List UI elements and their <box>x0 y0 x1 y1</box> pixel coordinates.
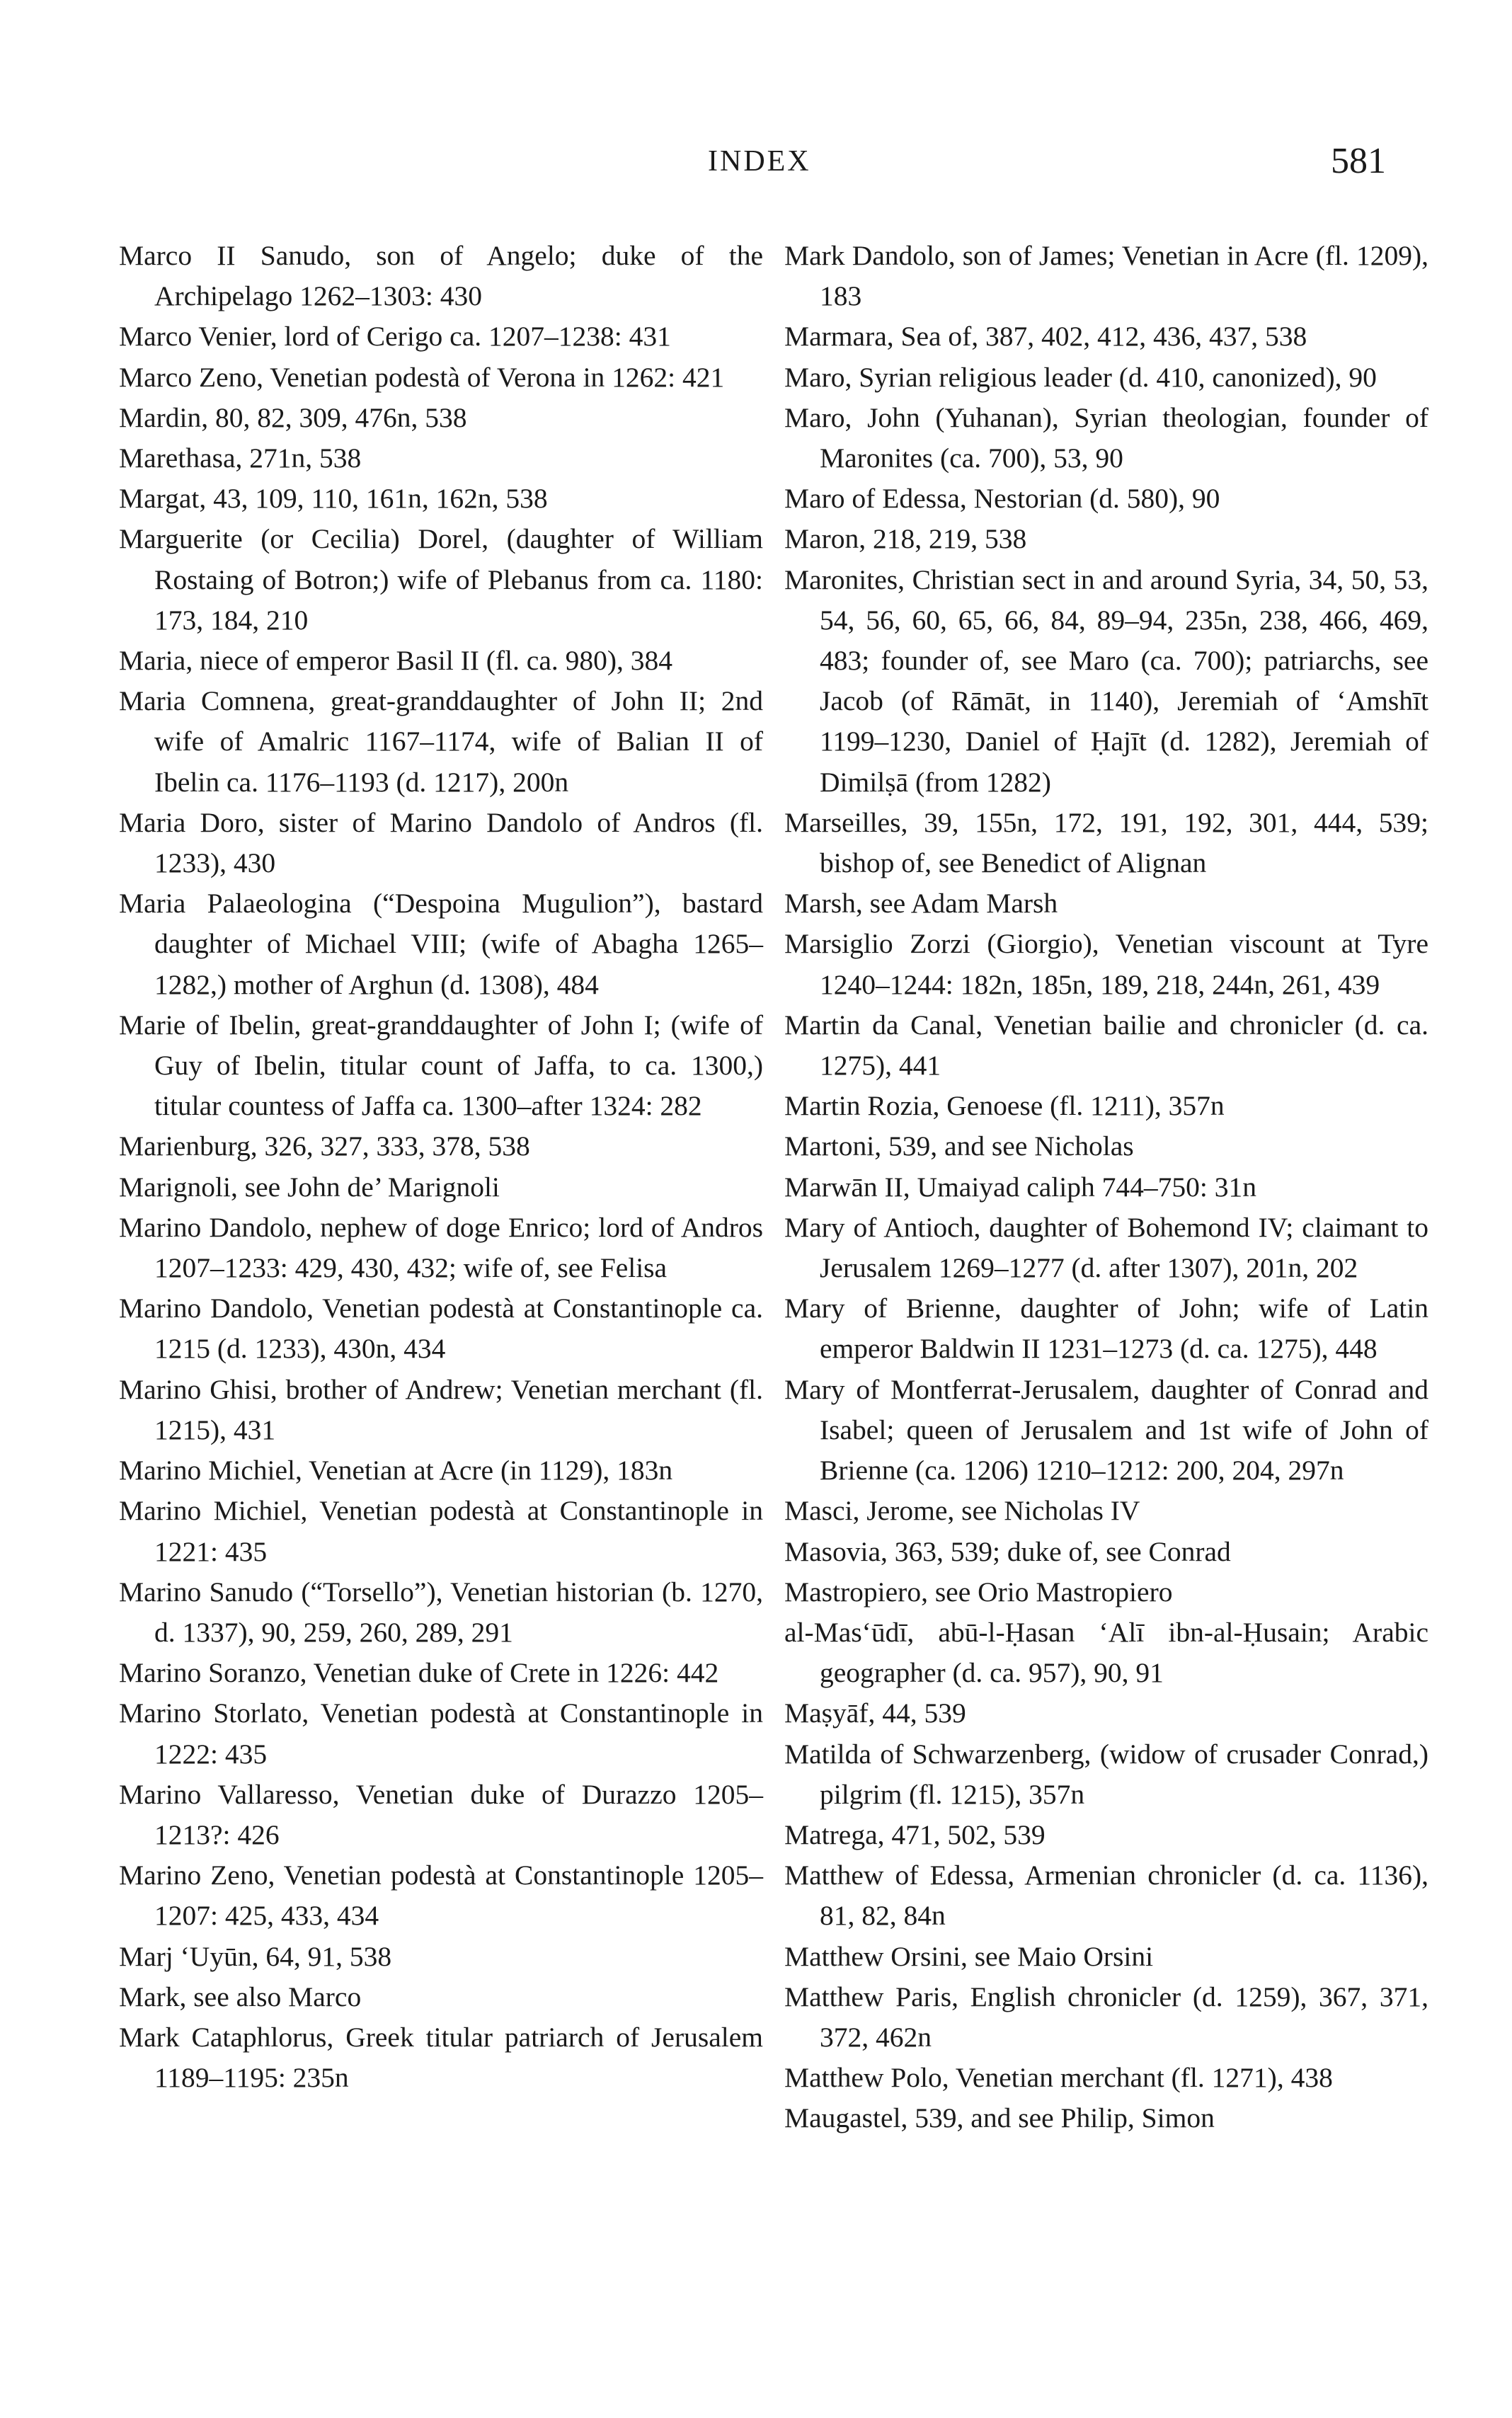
index-entry: Marignoli, see John de’ Marignoli <box>119 1171 500 1203</box>
index-entry: Mardin, 80, 82, 309, 476n, 538 <box>119 401 467 433</box>
index-entry: Marino Michiel, Venetian at Acre (in 1129), 183n <box>119 1455 673 1486</box>
index-column-left <box>119 236 763 2098</box>
index-entry: Maro, Syrian religious leader (d. 410, canonized), 90 <box>784 361 1377 393</box>
index-entry: Marsh, see Adam Marsh <box>784 888 1058 919</box>
index-entry: Maria Doro, sister of Marino Dandolo of Andros (fl. 1233), 430 <box>119 806 763 879</box>
index-entry: Matilda of Schwarzenberg, (widow of crusader Conrad,) pilgrim (fl. 1215), 357n <box>784 1738 1428 1810</box>
index-entry: Matrega, 471, 502, 539 <box>784 1818 1046 1850</box>
index-entry: Mark Dandolo, son of James; Venetian in Acre (fl. 1209), 183 <box>784 240 1428 312</box>
index-entry: Marino Zeno, Venetian podestà at Constantinople 1205–1207: 425, 433, 434 <box>119 1860 763 1932</box>
index-entry: Maria Comnena, great-granddaughter of John II; 2nd wife of Amalric 1167–1174, wife of Balian II of Ibelin ca. 1176–1193 (d. 1217), 200n <box>119 685 763 798</box>
index-entry: Maria, niece of emperor Basil II (fl. ca. 980), 384 <box>119 645 673 677</box>
index-entry: Maṣyāf, 44, 539 <box>784 1697 966 1729</box>
index-entry: Martoni, 539, and see Nicholas <box>784 1130 1134 1162</box>
index-entry: Marco II Sanudo, son of Angelo; duke of the Archipelago 1262–1303: 430 <box>119 240 763 312</box>
index-entry: Mary of Antioch, daughter of Bohemond IV; claimant to Jerusalem 1269–1277 (d. after 1307), 201n, 202 <box>784 1211 1428 1284</box>
index-entry: Martin Rozia, Genoese (fl. 1211), 357n <box>784 1090 1225 1122</box>
index-entry: Matthew Paris, English chronicler (d. 1259), 367, 371, 372, 462n <box>784 1981 1428 2053</box>
index-entry: Mary of Brienne, daughter of John; wife of Latin emperor Baldwin II 1231–1273 (d. ca. 1275), 448 <box>784 1293 1428 1365</box>
index-column-right <box>784 236 1428 2139</box>
index-entry: Masci, Jerome, see Nicholas IV <box>784 1495 1140 1527</box>
index-entry: Mark Cataphlorus, Greek titular patriarch of Jerusalem 1189–1195: 235n <box>119 2021 763 2094</box>
index-entry: Marino Dandolo, Venetian podestà at Constantinople ca. 1215 (d. 1233), 430n, 434 <box>119 1293 763 1365</box>
index-entry: Marino Dandolo, nephew of doge Enrico; lord of Andros 1207–1233: 429, 430, 432; wife of, see Felisa <box>119 1211 763 1284</box>
index-entry: Marino Vallaresso, Venetian duke of Durazzo 1205–1213?: 426 <box>119 1778 763 1850</box>
index-entry: Marco Zeno, Venetian podestà of Verona in 1262: 421 <box>119 361 725 393</box>
index-entry: Marienburg, 326, 327, 333, 378, 538 <box>119 1130 530 1162</box>
index-entry: Marsiglio Zorzi (Giorgio), Venetian viscount at Tyre 1240–1244: 182n, 185n, 189, 218, 244n, 261, 439 <box>784 928 1428 1000</box>
index-entry: Maron, 218, 219, 538 <box>784 523 1027 555</box>
index-entry: Marino Storlato, Venetian podestà at Constantinople in 1222: 435 <box>119 1697 763 1770</box>
index-entry: Marino Ghisi, brother of Andrew; Venetian merchant (fl. 1215), 431 <box>119 1373 763 1445</box>
index-entry: Marguerite (or Cecilia) Dorel, (daughter of William Rostaing of Botron;) wife of Plebanus from ca. 1180: 173, 184, 210 <box>119 523 763 636</box>
index-entry: Marmara, Sea of, 387, 402, 412, 436, 437, 538 <box>784 321 1307 353</box>
index-entry: Maronites, Christian sect in and around Syria, 34, 50, 53, 54, 56, 60, 65, 66, 84, 89–94, 235n, 238, 466, 469, 483; founder of, see Maro (ca. 700); patriarchs, see Jacob (of Rāmāt, in 1140), Jeremiah of ‘Amshīt 1199–1230, Daniel of Ḥajīt (d. 1282), Jeremiah of Dimilṣā (from 1282) <box>784 563 1428 798</box>
index-entry: Martin da Canal, Venetian bailie and chronicler (d. ca. 1275), 441 <box>784 1009 1428 1082</box>
index-entry: Marj ‘Uyūn, 64, 91, 538 <box>119 1940 392 1972</box>
index-entry: Mastropiero, see Orio Mastropiero <box>784 1576 1173 1608</box>
index-entry: Marwān II, Umaiyad caliph 744–750: 31n <box>784 1171 1256 1203</box>
index-entry: Marseilles, 39, 155n, 172, 191, 192, 301, 444, 539; bishop of, see Benedict of Alignan <box>784 806 1428 879</box>
page-header <box>0 140 1512 197</box>
index-entry: Mark, see also Marco <box>119 1981 362 2012</box>
index-entry: Maro, John (Yuhanan), Syrian theologian, founder of Maronites (ca. 700), 53, 90 <box>784 401 1428 474</box>
index-entry: Marino Sanudo (“Torsello”), Venetian historian (b. 1270, d. 1337), 90, 259, 260, 289, 291 <box>119 1576 763 1648</box>
index-entry: Marino Michiel, Venetian podestà at Constantinople in 1221: 435 <box>119 1495 763 1567</box>
index-entry: Marethasa, 271n, 538 <box>119 442 362 474</box>
index-entry: Maria Palaeologina (“Despoina Mugulion”), bastard daughter of Michael VIII; (wife of Abagha 1265–1282,) mother of Arghun (d. 1308), 484 <box>119 888 763 1000</box>
index-entry: Mary of Montferrat-Jerusalem, daughter of Conrad and Isabel; queen of Jerusalem and 1st wife of John of Brienne (ca. 1206) 1210–1212: 200, 204, 297n <box>784 1373 1428 1486</box>
index-entry: Maugastel, 539, and see Philip, Simon <box>784 2102 1215 2134</box>
index-entry: al-Mas‘ūdī, abū-l-Ḥasan ‘Alī ibn-al-Ḥusain; Arabic geographer (d. ca. 957), 90, 91 <box>784 1616 1428 1689</box>
index-entry: Masovia, 363, 539; duke of, see Conrad <box>784 1535 1231 1567</box>
index-entry: Marie of Ibelin, great-granddaughter of John I; (wife of Guy of Ibelin, titular count of Jaffa, to ca. 1300,) titular countess of Jaffa ca. 1300–after 1324: 282 <box>119 1009 763 1122</box>
index-entry: Matthew Orsini, see Maio Orsini <box>784 1940 1154 1972</box>
index-entry: Marino Soranzo, Venetian duke of Crete in 1226: 442 <box>119 1657 719 1689</box>
page-number: 581 <box>1331 141 1386 181</box>
index-entry: Matthew Polo, Venetian merchant (fl. 1271), 438 <box>784 2062 1333 2094</box>
index-entry: Margat, 43, 109, 110, 161n, 162n, 538 <box>119 483 548 515</box>
index-entry: Marco Venier, lord of Cerigo ca. 1207–1238: 431 <box>119 321 671 353</box>
index-entry: Maro of Edessa, Nestorian (d. 580), 90 <box>784 483 1220 515</box>
running-head: INDEX <box>708 145 811 178</box>
index-entry: Matthew of Edessa, Armenian chronicler (d. ca. 1136), 81, 82, 84n <box>784 1860 1428 1932</box>
